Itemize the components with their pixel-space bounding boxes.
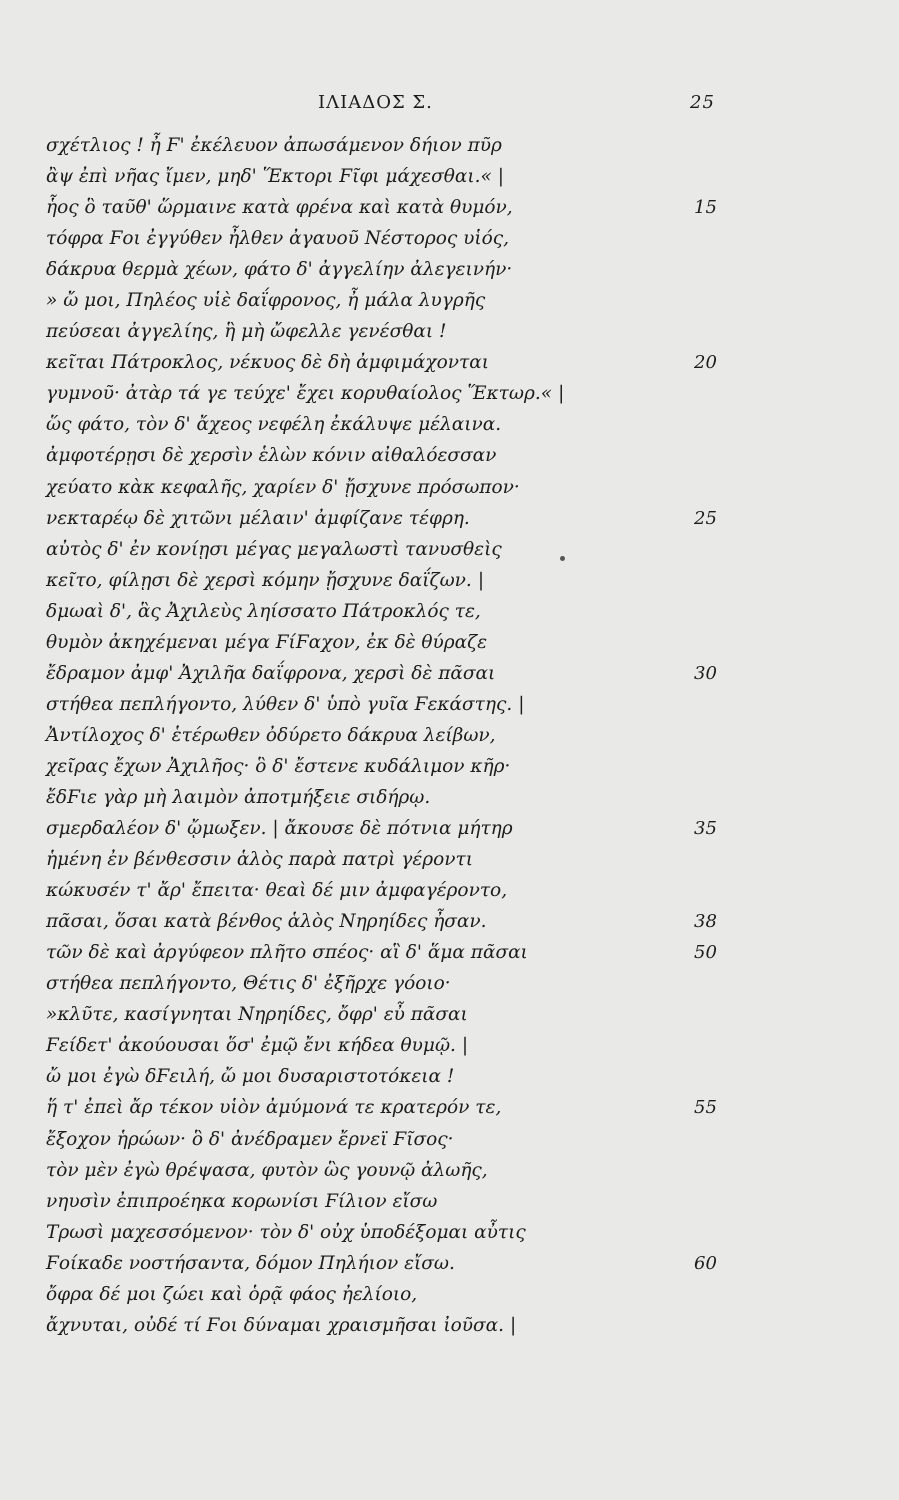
- verse-line: [46, 999, 746, 1030]
- verse-line-text: δάκρυα θερμὰ χέων, φάτο δ' ἀγγελίην ἀλεγεινήν·: [46, 259, 513, 281]
- verse-line: [46, 565, 746, 596]
- page-number: 25: [690, 92, 715, 113]
- line-number: 60: [694, 1252, 717, 1274]
- verse-division-bar: |: [518, 693, 525, 715]
- verse-line-text: Ϝείδετ' ἀκούουσαι ὅσ' ἐμῷ ἔνι κήδεα θυμῷ.: [46, 1035, 456, 1057]
- verse-line-text: »κλῦτε, κασίγνηται Νηρηίδες, ὄφρ' εὖ πᾶσαι: [46, 1004, 468, 1026]
- verse-line: [46, 1124, 746, 1155]
- verse-line-text: στήθεα πεπλήγοντο, λύθεν δ' ὑπὸ γυῖα Ϝεκάστης.: [46, 693, 513, 715]
- verse-line: [46, 1030, 746, 1061]
- verse-line: [46, 316, 746, 347]
- verse-line-text: ἔδραμον ἀμφ' Ἀχιλῆα δαΐφρονα, χερσὶ δὲ πᾶσαι: [46, 662, 496, 684]
- verse-line: [46, 813, 746, 844]
- verse-line-text: ἡμένη ἐν βένθεσσιν ἁλὸς παρὰ πατρὶ γέροντι: [46, 849, 473, 871]
- verse-line-text: πᾶσαι, ὅσαι κατὰ βένθος ἁλὸς Νηρηίδες ἦσαν.: [46, 911, 487, 933]
- verse-line-text: ἥ τ' ἐπεὶ ἄρ τέκον υἱὸν ἀμύμονά τε κρατερόν τε,: [46, 1097, 502, 1119]
- verse-line: [46, 689, 746, 720]
- verse-line: [46, 223, 746, 254]
- line-number: 15: [694, 197, 717, 219]
- verse-line: [46, 161, 746, 192]
- verse-line: [46, 1186, 746, 1217]
- verse-line: [46, 875, 746, 906]
- verse-line-text: τὸν μὲν ἐγὼ θρέψασα, φυτὸν ὣς γουνῷ ἀλωῆς,: [46, 1159, 488, 1181]
- verse-line: [46, 440, 746, 471]
- verse-line-text: ὥς φάτο, τὸν δ' ἄχεος νεφέλη ἐκάλυψε μέλαινα.: [46, 414, 502, 436]
- line-number: 50: [694, 942, 717, 964]
- verse-division-bar: |: [509, 1314, 517, 1336]
- verse-division-bar: |: [461, 1035, 469, 1057]
- verse-line: [46, 1279, 746, 1310]
- verse-line: [46, 906, 746, 937]
- verse-line: [46, 751, 746, 782]
- running-head: [0, 92, 899, 116]
- verse-line: [46, 937, 746, 968]
- verse-line-text: γυμνοῦ· ἀτὰρ τά γε τεύχε' ἔχει κορυθαίολος Ἕκτωρ.«: [46, 383, 553, 405]
- verse-line-text: κεῖται Πάτροκλος, νέκυος δὲ δὴ ἀμφιμάχονται: [46, 352, 489, 374]
- verse-line: [46, 254, 746, 285]
- ink-speck: [560, 556, 565, 561]
- verse-line-text: σχέτλιος ! ἦ Ϝ' ἐκέλευον ἀπωσάμενον δήιον πῦρ: [46, 135, 502, 156]
- verse-line-text: τῶν δὲ καὶ ἀργύφεον πλῆτο σπέος· αἳ δ' ἅμα πᾶσαι: [46, 942, 528, 964]
- verse-line: [46, 1310, 746, 1341]
- verse-line-text: κώκυσέν τ' ἄρ' ἔπειτα· θεαὶ δέ μιν ἀμφαγέροντο,: [46, 880, 508, 902]
- line-number: 55: [694, 1097, 717, 1119]
- verse-line-text: στήθεα πεπλήγοντο, Θέτις δ' ἐξῆρχε γόοιο·: [46, 973, 451, 995]
- verse-line: [46, 130, 746, 161]
- line-number: 20: [694, 352, 717, 374]
- verse-line: [46, 1248, 746, 1279]
- verse-line: [46, 782, 746, 813]
- verse-line-text: κεῖτο, φίλῃσι δὲ χερσὶ κόμην ᾔσχυνε δαΐζων.: [46, 569, 472, 591]
- verse-line: [46, 844, 746, 875]
- verse-division-bar: |: [558, 383, 565, 405]
- verse-line-text: ἂψ ἐπὶ νῆας ἴμεν, μηδ' Ἕκτορι Ϝῖφι μάχεσθαι.«: [46, 166, 492, 188]
- verse-line: [46, 720, 746, 751]
- verse-line-text: τόφρα Ϝοι ἐγγύθεν ἦλθεν ἀγαυοῦ Νέστορος υἱός,: [46, 228, 509, 250]
- verse-line: [46, 1217, 746, 1248]
- verse-line-text: χεύατο κὰκ κεφαλῆς, χαρίεν δ' ᾔσχυνε πρόσωπον·: [46, 476, 520, 498]
- line-number: 25: [694, 507, 717, 529]
- verse-line: [46, 627, 746, 658]
- verse-line-text: ἔδϜιε γὰρ μὴ λαιμὸν ἀποτμήξειε σιδήρῳ.: [46, 786, 431, 808]
- verse-line: [46, 347, 746, 378]
- verse-line-text: Ἀντίλοχος δ' ἑτέρωθεν ὀδύρετο δάκρυα λείβων,: [46, 724, 496, 746]
- verse-line: [46, 378, 746, 409]
- verse-line: [46, 1061, 746, 1092]
- verse-line-text: ἧος ὃ ταῦθ' ὥρμαινε κατὰ φρένα καὶ κατὰ θυμόν,: [46, 197, 513, 219]
- page-title: ΙΛΙΑΔΟΣ Σ.: [318, 92, 433, 113]
- verse-line-text: χεῖρας ἔχων Ἀχιλῆος· ὃ δ' ἔστενε κυδάλιμον κῆρ·: [46, 755, 511, 777]
- verse-line-text: Τρωσὶ μαχεσσόμενον· τὸν δ' οὐχ ὑποδέξομαι αὖτις: [46, 1221, 526, 1243]
- line-number: 30: [694, 662, 717, 684]
- verse-line-text: σμερδαλέον δ' ᾤμωξεν. | ἄκουσε δὲ πότνια μήτηρ: [46, 818, 513, 840]
- verse-line-text: αὐτὸς δ' ἐν κονίῃσι μέγας μεγαλωστὶ τανυσθεὶς: [46, 538, 502, 560]
- verse-line-text: δμωαὶ δ', ἃς Ἀχιλεὺς ληίσσατο Πάτροκλός τε,: [46, 600, 481, 622]
- verse-line-text: ὄφρα δέ μοι ζώει καὶ ὁρᾷ φάος ἠελίοιο,: [46, 1283, 418, 1305]
- verse-line-text: νεκταρέῳ δὲ χιτῶνι μέλαιν' ἀμφίζανε τέφρη.: [46, 507, 470, 529]
- verse-line-text: ἀμφοτέρῃσι δὲ χερσὶν ἑλὼν κόνιν αἰθαλόεσσαν: [46, 445, 497, 467]
- verse-line: [46, 968, 746, 999]
- verse-line-text: νηυσὶν ἐπιπροέηκα κορωνίσι Ϝίλιον εἴσω: [46, 1190, 438, 1212]
- verse-line: [46, 472, 746, 503]
- verse-line-text: » ὤ μοι, Πηλέος υἱὲ δαΐφρονος, ἦ μάλα λυγρῆς: [46, 290, 486, 312]
- verse-division-bar: |: [497, 166, 505, 188]
- verse-line: [46, 1092, 746, 1123]
- line-number: 38: [694, 911, 717, 933]
- verse-line: [46, 192, 746, 223]
- verse-line-text: ὤ μοι ἐγὼ δϜειλή, ὤ μοι δυσαριστοτόκεια !: [46, 1066, 455, 1088]
- verse-division-bar: |: [477, 569, 485, 591]
- line-number: 35: [694, 818, 717, 840]
- verse-line: [46, 596, 746, 627]
- verse-line-text: ἔξοχον ἡρώων· ὃ δ' ἀνέδραμεν ἔρνεϊ Ϝῖσος·: [46, 1128, 454, 1150]
- verse-line: [46, 1155, 746, 1186]
- verse-line-text: θυμὸν ἀκηχέμεναι μέγα ϜίϜαχον, ἐκ δὲ θύραζε: [46, 631, 488, 653]
- verse-line-text: ἄχνυται, οὐδέ τί Ϝοι δύναμαι χραισμῆσαι ἰοῦσα.: [46, 1314, 504, 1336]
- verse-line: [46, 503, 746, 534]
- verse-block: [46, 130, 746, 1341]
- verse-line-text: πεύσεαι ἀγγελίης, ἣ μὴ ὤφελλε γενέσθαι !: [46, 321, 447, 343]
- verse-line: [46, 285, 746, 316]
- verse-line-text: Ϝοίκαδε νοστήσαντα, δόμον Πηλήιον εἴσω.: [46, 1252, 455, 1274]
- verse-line: [46, 409, 746, 440]
- verse-line: [46, 534, 746, 565]
- verse-line: [46, 658, 746, 689]
